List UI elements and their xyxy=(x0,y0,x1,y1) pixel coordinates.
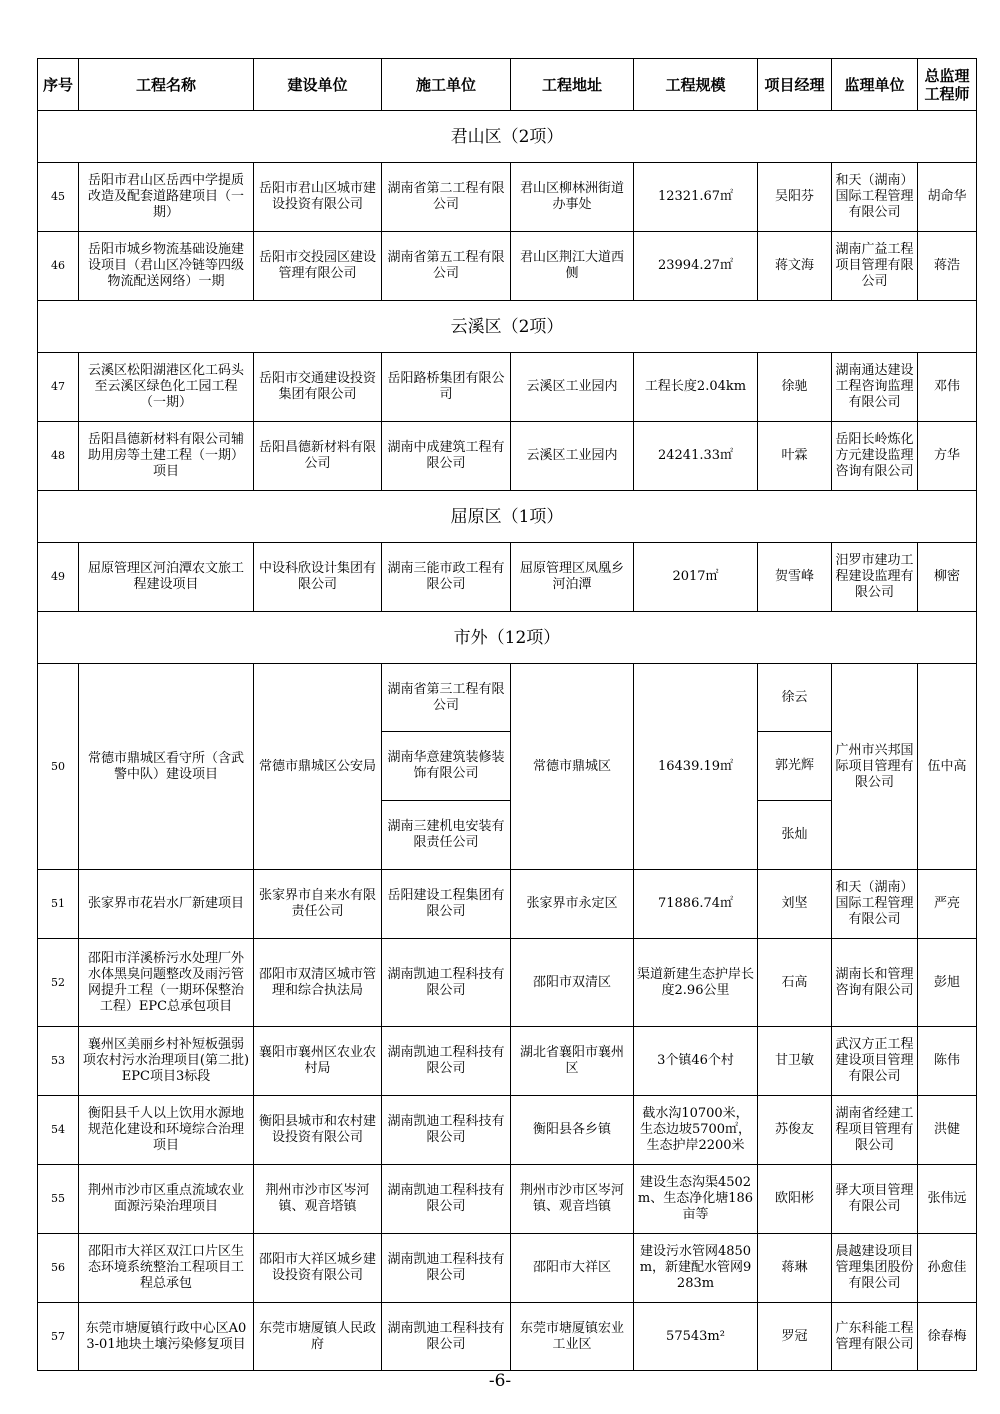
cell-no: 48 xyxy=(38,422,79,491)
header-contractor: 施工单位 xyxy=(382,59,511,111)
cell-name: 岳阳昌德新材料有限公司辅助用房等土建工程（一期）项目 xyxy=(79,422,254,491)
cell-scale: 渠道新建生态护岸长度2.96公里 xyxy=(634,939,758,1027)
table-row xyxy=(38,870,977,939)
cell-scale: 工程长度2.04km xyxy=(634,353,758,422)
cell-owner: 常德市鼎城区公安局 xyxy=(254,664,382,870)
cell-supervisor: 武汉方正工程建设项目管理有限公司 xyxy=(832,1027,918,1096)
cell-owner: 张家界市自来水有限责任公司 xyxy=(254,870,382,939)
cell-scale: 3个镇46个村 xyxy=(634,1027,758,1096)
header-chief: 总监理工程师 xyxy=(918,59,977,111)
table-row xyxy=(38,1234,977,1303)
cell-owner: 岳阳市交通建设投资集团有限公司 xyxy=(254,353,382,422)
cell-contractor: 湖南三建机电安装有限责任公司 xyxy=(382,801,511,870)
header-manager: 项目经理 xyxy=(758,59,832,111)
project-table xyxy=(37,58,977,1371)
cell-scale: 57543m² xyxy=(634,1303,758,1371)
cell-chief: 严亮 xyxy=(918,870,977,939)
table-row xyxy=(38,422,977,491)
cell-address: 张家界市永定区 xyxy=(511,870,634,939)
cell-chief: 伍中高 xyxy=(918,664,977,870)
cell-chief: 孙愈佳 xyxy=(918,1234,977,1303)
cell-contractor: 湖南凯迪工程科技有限公司 xyxy=(382,1096,511,1165)
cell-scale: 2017㎡ xyxy=(634,543,758,612)
table-row xyxy=(38,1303,977,1371)
cell-manager: 郭光辉 xyxy=(758,732,832,801)
cell-chief: 邓伟 xyxy=(918,353,977,422)
cell-manager: 欧阳彬 xyxy=(758,1165,832,1234)
table-row xyxy=(38,163,977,232)
cell-manager: 罗冠 xyxy=(758,1303,832,1371)
table-row xyxy=(38,1027,977,1096)
cell-address: 屈原管理区凤凰乡河泊潭 xyxy=(511,543,634,612)
cell-scale: 12321.67㎡ xyxy=(634,163,758,232)
cell-chief: 彭旭 xyxy=(918,939,977,1027)
table-row xyxy=(38,353,977,422)
cell-address: 湖北省襄阳市襄州区 xyxy=(511,1027,634,1096)
cell-scale: 16439.19㎡ xyxy=(634,664,758,870)
section-title: 云溪区（2项） xyxy=(38,301,977,353)
cell-owner: 岳阳市君山区城市建设投资有限公司 xyxy=(254,163,382,232)
cell-chief: 洪健 xyxy=(918,1096,977,1165)
cell-contractor: 岳阳路桥集团有限公司 xyxy=(382,353,511,422)
cell-scale: 71886.74㎡ xyxy=(634,870,758,939)
cell-contractor: 湖南省第五工程有限公司 xyxy=(382,232,511,301)
cell-no: 52 xyxy=(38,939,79,1027)
cell-owner: 东莞市塘厦镇人民政府 xyxy=(254,1303,382,1371)
cell-chief: 张伟远 xyxy=(918,1165,977,1234)
cell-name: 衡阳县千人以上饮用水源地规范化建设和环境综合治理项目 xyxy=(79,1096,254,1165)
cell-supervisor: 广州市兴邦国际项目管理有限公司 xyxy=(832,664,918,870)
cell-manager: 石高 xyxy=(758,939,832,1027)
cell-chief: 蒋浩 xyxy=(918,232,977,301)
header-address: 工程地址 xyxy=(511,59,634,111)
cell-contractor: 湖南凯迪工程科技有限公司 xyxy=(382,1027,511,1096)
cell-manager: 张灿 xyxy=(758,801,832,870)
header-name: 工程名称 xyxy=(79,59,254,111)
cell-manager: 徐云 xyxy=(758,664,832,732)
cell-no: 50 xyxy=(38,664,79,870)
cell-owner: 邵阳市大祥区城乡建设投资有限公司 xyxy=(254,1234,382,1303)
cell-manager: 贺雪峰 xyxy=(758,543,832,612)
cell-scale: 24241.33㎡ xyxy=(634,422,758,491)
cell-owner: 岳阳昌德新材料有限公司 xyxy=(254,422,382,491)
section-row xyxy=(38,301,977,353)
page-number: -6- xyxy=(488,1371,512,1391)
cell-address: 衡阳县各乡镇 xyxy=(511,1096,634,1165)
cell-manager: 苏俊友 xyxy=(758,1096,832,1165)
cell-contractor: 岳阳建设工程集团有限公司 xyxy=(382,870,511,939)
cell-supervisor: 湖南省经建工程项目管理有限公司 xyxy=(832,1096,918,1165)
cell-no: 57 xyxy=(38,1303,79,1371)
cell-name: 东莞市塘厦镇行政中心区A03-01地块土壤污染修复项目 xyxy=(79,1303,254,1371)
cell-no: 53 xyxy=(38,1027,79,1096)
section-row xyxy=(38,111,977,163)
cell-chief: 胡命华 xyxy=(918,163,977,232)
cell-owner: 中设科欣设计集团有限公司 xyxy=(254,543,382,612)
cell-manager: 蒋琳 xyxy=(758,1234,832,1303)
cell-name: 屈原管理区河泊潭农文旅工程建设项目 xyxy=(79,543,254,612)
cell-contractor: 湖南省第三工程有限公司 xyxy=(382,664,511,732)
cell-no: 46 xyxy=(38,232,79,301)
cell-address: 常德市鼎城区 xyxy=(511,664,634,870)
cell-manager: 蒋文海 xyxy=(758,232,832,301)
cell-contractor: 湖南中成建筑工程有限公司 xyxy=(382,422,511,491)
cell-owner: 岳阳市交投园区建设管理有限公司 xyxy=(254,232,382,301)
cell-address: 邵阳市大祥区 xyxy=(511,1234,634,1303)
cell-supervisor: 岳阳长岭炼化方元建设监理咨询有限公司 xyxy=(832,422,918,491)
cell-address: 荆州市沙市区岑河镇、观音垱镇 xyxy=(511,1165,634,1234)
cell-manager: 甘卫敏 xyxy=(758,1027,832,1096)
cell-no: 45 xyxy=(38,163,79,232)
cell-scale: 建设生态沟渠4502m、生态净化塘186亩等 xyxy=(634,1165,758,1234)
cell-supervisor: 和天（湖南）国际工程管理有限公司 xyxy=(832,163,918,232)
cell-name: 岳阳市城乡物流基础设施建设项目（君山区冷链等四级物流配送网络）一期 xyxy=(79,232,254,301)
cell-supervisor: 湖南长和管理咨询有限公司 xyxy=(832,939,918,1027)
cell-name: 云溪区松阳湖港区化工码头至云溪区绿色化工园工程（一期） xyxy=(79,353,254,422)
section-row xyxy=(38,491,977,543)
cell-no: 51 xyxy=(38,870,79,939)
cell-owner: 邵阳市双清区城市管理和综合执法局 xyxy=(254,939,382,1027)
cell-contractor: 湖南凯迪工程科技有限公司 xyxy=(382,1234,511,1303)
cell-contractor: 湖南省第二工程有限公司 xyxy=(382,163,511,232)
section-title: 市外（12项） xyxy=(38,612,977,664)
cell-supervisor: 广东科能工程管理有限公司 xyxy=(832,1303,918,1371)
cell-name: 襄州区美丽乡村补短板强弱项农村污水治理项目(第二批)EPC项目3标段 xyxy=(79,1027,254,1096)
cell-manager: 刘坚 xyxy=(758,870,832,939)
cell-contractor: 湖南华意建筑装修装饰有限公司 xyxy=(382,732,511,801)
table-row xyxy=(38,939,977,1027)
cell-chief: 陈伟 xyxy=(918,1027,977,1096)
cell-supervisor: 湖南通达建设工程咨询监理有限公司 xyxy=(832,353,918,422)
header-scale: 工程规模 xyxy=(634,59,758,111)
cell-no: 56 xyxy=(38,1234,79,1303)
cell-contractor: 湖南凯迪工程科技有限公司 xyxy=(382,1303,511,1371)
cell-supervisor: 汨罗市建功工程建设监理有限公司 xyxy=(832,543,918,612)
cell-address: 君山区柳林洲街道办事处 xyxy=(511,163,634,232)
header-row xyxy=(38,59,977,111)
cell-address: 云溪区工业园内 xyxy=(511,353,634,422)
cell-scale: 截水沟10700米，生态边坡5700㎡，生态护岸2200米 xyxy=(634,1096,758,1165)
cell-scale: 建设污水管网4850m，新建配水管网9283m xyxy=(634,1234,758,1303)
cell-chief: 方华 xyxy=(918,422,977,491)
cell-contractor: 湖南三能市政工程有限公司 xyxy=(382,543,511,612)
cell-owner: 衡阳县城市和农村建设投资有限公司 xyxy=(254,1096,382,1165)
cell-owner: 荆州市沙市区岑河镇、观音塔镇 xyxy=(254,1165,382,1234)
header-no: 序号 xyxy=(38,59,79,111)
cell-no: 54 xyxy=(38,1096,79,1165)
cell-no: 47 xyxy=(38,353,79,422)
table-row xyxy=(38,664,977,732)
cell-manager: 吴阳芬 xyxy=(758,163,832,232)
cell-name: 邵阳市洋溪桥污水处理厂外水体黑臭问题整改及雨污管网提升工程（一期环保整治工程）EPC总承包项目 xyxy=(79,939,254,1027)
section-title: 屈原区（1项） xyxy=(38,491,977,543)
section-row xyxy=(38,612,977,664)
cell-chief: 徐春梅 xyxy=(918,1303,977,1371)
cell-supervisor: 湖南广益工程项目管理有限公司 xyxy=(832,232,918,301)
cell-owner: 襄阳市襄州区农业农村局 xyxy=(254,1027,382,1096)
cell-supervisor: 晨越建设项目管理集团股份有限公司 xyxy=(832,1234,918,1303)
header-owner: 建设单位 xyxy=(254,59,382,111)
cell-name: 张家界市花岩水厂新建项目 xyxy=(79,870,254,939)
cell-address: 云溪区工业园内 xyxy=(511,422,634,491)
cell-no: 55 xyxy=(38,1165,79,1234)
cell-name: 岳阳市君山区岳西中学提质改造及配套道路建项目（一期） xyxy=(79,163,254,232)
section-title: 君山区（2项） xyxy=(38,111,977,163)
cell-chief: 柳密 xyxy=(918,543,977,612)
cell-name: 邵阳市大祥区双江口片区生态环境系统整治工程项目工程总承包 xyxy=(79,1234,254,1303)
table-row xyxy=(38,1096,977,1165)
cell-name: 荆州市沙市区重点流域农业面源污染治理项目 xyxy=(79,1165,254,1234)
cell-address: 邵阳市双清区 xyxy=(511,939,634,1027)
cell-address: 东莞市塘厦镇宏业工业区 xyxy=(511,1303,634,1371)
cell-scale: 23994.27㎡ xyxy=(634,232,758,301)
header-supervisor: 监理单位 xyxy=(832,59,918,111)
table-row xyxy=(38,1165,977,1234)
cell-manager: 徐驰 xyxy=(758,353,832,422)
table-row xyxy=(38,232,977,301)
cell-contractor: 湖南凯迪工程科技有限公司 xyxy=(382,939,511,1027)
cell-no: 49 xyxy=(38,543,79,612)
cell-address: 君山区荆江大道西侧 xyxy=(511,232,634,301)
cell-supervisor: 和天（湖南）国际工程管理有限公司 xyxy=(832,870,918,939)
table-row xyxy=(38,543,977,612)
cell-manager: 叶霖 xyxy=(758,422,832,491)
cell-name: 常德市鼎城区看守所（含武警中队）建设项目 xyxy=(79,664,254,870)
cell-supervisor: 驿大项目管理有限公司 xyxy=(832,1165,918,1234)
cell-contractor: 湖南凯迪工程科技有限公司 xyxy=(382,1165,511,1234)
